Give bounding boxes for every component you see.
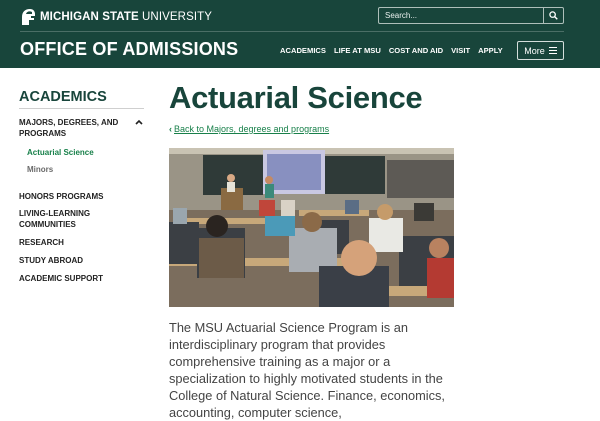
more-menu-button[interactable] <box>517 41 564 60</box>
page-title: Actuarial Science <box>169 80 423 115</box>
sidebar-item-honors-programs[interactable]: HONORS PROGRAMS <box>19 192 104 201</box>
sidebar-item-living-learning[interactable]: LIVING-LEARNING COMMUNITIES <box>19 209 91 229</box>
sidebar-section-majors[interactable] <box>19 117 145 139</box>
office-title[interactable]: OFFICE OF ADMISSIONS <box>20 39 239 59</box>
sidebar-title[interactable]: ACADEMICS <box>19 89 107 105</box>
nav-academics[interactable]: ACADEMICS <box>280 46 326 55</box>
nav-cost-and-aid[interactable]: COST AND AID <box>388 46 444 55</box>
sidebar-item-minors[interactable]: Minors <box>27 165 54 174</box>
search-box <box>378 7 564 24</box>
chevron-up-icon[interactable] <box>135 117 143 128</box>
nav-life-at-msu[interactable]: LIFE AT MSU <box>334 46 381 55</box>
more-label: More <box>524 45 545 56</box>
sidebar-item-study-abroad[interactable]: STUDY ABROAD <box>19 256 84 265</box>
university-name: MICHIGAN STATE UNIVERSITY <box>40 11 213 23</box>
chevron-left-icon: ‹ <box>169 124 172 134</box>
site-header <box>0 0 600 68</box>
msu-logo[interactable] <box>20 6 212 28</box>
header-divider <box>20 31 564 32</box>
sidebar-item-academic-support[interactable]: ACADEMIC SUPPORT <box>19 274 104 283</box>
intro-paragraph: The MSU Actuarial Science Program is an interdisciplinary program that provides comprehensive training as a major or a specialization to highly motivated students in the College of Natural Science. Finance, economics, accounting, computer science, <box>169 320 445 420</box>
back-link[interactable] <box>169 124 329 134</box>
nav-apply[interactable]: APPLY <box>478 46 503 55</box>
back-link-label: Back to Majors, degrees and programs <box>174 124 330 134</box>
search-icon <box>549 11 558 20</box>
sidebar-item-research[interactable]: RESEARCH <box>19 238 64 247</box>
classroom-photo <box>169 148 454 307</box>
sidebar-section-label: MAJORS, DEGREES, AND PROGRAMS <box>19 118 119 138</box>
nav-visit[interactable]: VISIT <box>451 46 471 55</box>
spartan-helmet-icon <box>20 8 36 26</box>
top-nav <box>280 46 511 55</box>
search-button[interactable] <box>543 8 563 23</box>
sidebar-item-actuarial-science[interactable]: Actuarial Science <box>27 148 94 157</box>
search-input[interactable] <box>379 8 543 23</box>
sidebar-divider <box>19 108 144 109</box>
hamburger-icon <box>549 47 557 54</box>
